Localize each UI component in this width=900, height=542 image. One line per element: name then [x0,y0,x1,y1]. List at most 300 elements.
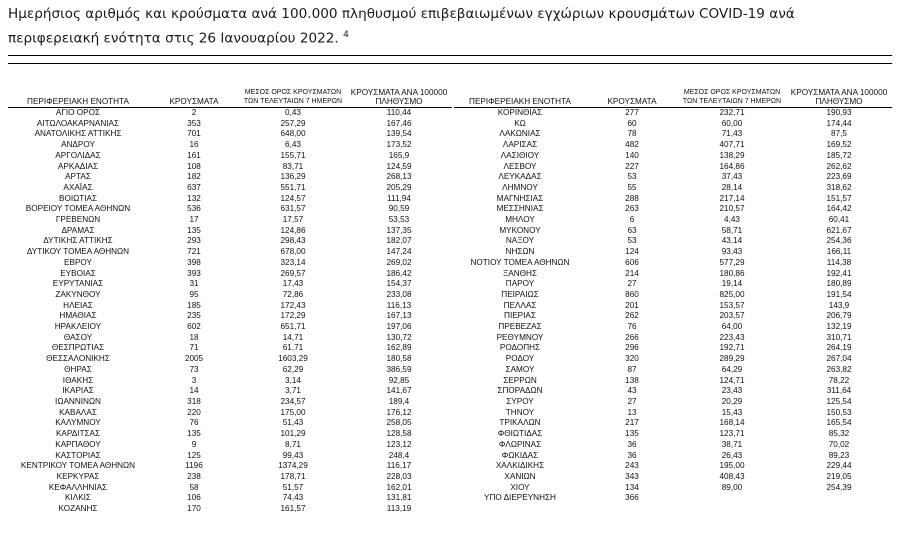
cell-avg7: 64,29 [721,364,743,374]
table-row [8,483,452,494]
cell-avg7: 269,57 [280,268,306,278]
cell-cases: 343 [625,471,639,481]
cell-avg7: 124,71 [719,375,745,385]
table-row [454,162,892,173]
cell-unit: ΣΥΡΟΥ [506,396,534,406]
table-row [454,226,892,237]
cell-cases: 398 [187,257,201,267]
table-row [454,119,892,130]
cell-per100k: 116,17 [386,461,412,471]
cell-cases: 393 [187,268,201,278]
cell-cases: 124 [625,247,639,257]
table-row [8,504,452,515]
table-row [454,440,892,451]
cell-per100k: 123,12 [386,439,412,449]
table-row [8,461,452,472]
cell-cases: 217 [625,418,639,428]
cell-per100k: 150,53 [826,407,852,417]
cell-avg7: 172,43 [280,300,306,310]
cell-cases: 27 [627,396,637,406]
cell-unit: ΔΥΤΙΚΗΣ ΑΤΤΙΚΗΣ [43,236,113,246]
cell-avg7: 20,29 [721,396,743,406]
cell-unit: ΑΙΤΩΛΟΑΚΑΡΝΑΝΙΑΣ [36,118,120,128]
cell-cases: 296 [625,343,639,353]
cell-unit: ΡΟΔΟΠΗΣ [499,343,541,353]
cell-per100k: 269,02 [386,257,412,267]
cell-unit: ΜΕΣΣΗΝΙΑΣ [496,204,544,214]
table-row [454,418,892,429]
cell-cases: 43 [627,386,637,396]
table-row [8,408,452,419]
cell-per100k: 621,67 [826,225,852,235]
cell-avg7: 4,43 [724,215,740,225]
cell-unit: ΧΑΝΙΩΝ [504,471,536,481]
table-row [454,386,892,397]
cell-cases: 266 [625,332,639,342]
cell-unit: ΗΜΑΘΙΑΣ [59,311,97,321]
cell-per100k: 151,57 [826,193,852,203]
cell-per100k [786,493,892,504]
cell-cases: 185 [187,300,201,310]
cell-unit: ΙΩΑΝΝΙΝΩΝ [55,396,101,406]
cell-unit: ΣΑΜΟΥ [505,364,535,374]
table-row [8,343,452,354]
cell-unit: ΚΕΦΑΛΛΗΝΙΑΣ [48,482,108,492]
cell-unit: ΘΕΣΠΡΩΤΙΑΣ [51,343,105,353]
cell-avg7: 124,57 [280,193,306,203]
cell-per100k: 176,12 [386,407,412,417]
header-cases: ΚΡΟΥΣΜΑΤΑ [607,97,657,106]
cell-per100k: 154,37 [386,279,412,289]
cell-cases: 482 [625,140,639,150]
cell-unit: ΛΑΚΩΝΙΑΣ [499,129,541,139]
cell-per100k: 132,19 [826,322,852,332]
cell-avg7: 195,00 [719,461,745,471]
cell-unit: ΤΡΙΚΑΛΩΝ [499,418,541,428]
cell-per100k: 85,32 [828,429,850,439]
cell-unit: ΣΠΟΡΑΔΩΝ [497,386,543,396]
cell-cases: 318 [187,396,201,406]
cell-avg7: 99,43 [282,450,304,460]
cell-cases: 53 [627,236,637,246]
cell-cases: 76 [189,418,199,428]
cell-cases: 606 [625,257,639,267]
cell-per100k: 139,54 [386,129,412,139]
cell-avg7 [678,493,786,504]
cell-per100k: 131,81 [386,493,412,503]
cell-unit: ΑΝΑΤΟΛΙΚΗΣ ΑΤΤΙΚΗΣ [34,129,122,139]
cell-per100k: 262,62 [826,161,852,171]
cell-avg7: 61,71 [282,343,304,353]
cell-cases: 135 [625,429,639,439]
cell-per100k: 206,79 [826,311,852,321]
cell-per100k: 180,58 [386,354,412,364]
cell-cases: 9 [191,439,197,449]
cell-cases: 293 [187,236,201,246]
cell-avg7: 136,29 [280,172,306,182]
left-table-body [8,108,452,515]
table-row [8,386,452,397]
table-row [8,451,452,462]
table-row [454,322,892,333]
cell-avg7: 58,71 [721,225,743,235]
cell-unit: ΠΕΛΛΑΣ [503,300,537,310]
table-row [8,290,452,301]
cell-unit: ΦΘΙΩΤΙΔΑΣ [497,429,543,439]
cell-unit: ΚΑΛΥΜΝΟΥ [55,418,101,428]
cell-per100k: 191,54 [826,289,852,299]
cell-per100k: 162,01 [386,482,412,492]
cell-per100k: 111,94 [387,193,411,203]
cell-unit: ΚΩ [514,118,526,128]
cell-cases: 277 [625,108,639,117]
cell-unit: ΛΑΡΙΣΑΣ [502,140,538,150]
table-row [454,247,892,258]
cell-unit: ΚΙΛΚΙΣ [64,493,91,503]
cell-unit: ΖΑΚΥΝΘΟΥ [55,289,101,299]
cell-avg7: 138,29 [719,150,745,160]
cell-avg7: 15,43 [721,407,743,417]
cell-cases: 2005 [184,354,204,364]
table-row [454,429,892,440]
cell-unit: ΑΝΔΡΟΥ [61,140,95,150]
cell-unit: ΝΑΞΟΥ [505,236,535,246]
cell-unit: ΦΛΩΡΙΝΑΣ [498,439,542,449]
table-row [8,354,452,365]
top-rule [8,55,892,56]
table-row [454,279,892,290]
cell-cases: 138 [625,375,639,385]
cell-per100k: 185,72 [826,150,852,160]
table-row [8,108,452,119]
cell-per100k: 258,05 [386,418,412,428]
cell-per100k: 186,42 [386,268,412,278]
cell-unit: ΛΕΥΚΑΔΑΣ [498,172,542,182]
cell-avg7: 14,71 [282,332,304,342]
cell-per100k: 53,53 [388,215,410,225]
header-per100k: ΚΡΟΥΣΜΑΤΑ ΑΝΑ 100000 ΠΛΗΘΥΣΜΟ [350,88,448,106]
cell-per100k: 310,71 [826,332,852,342]
cell-avg7: 64,00 [721,322,743,332]
cell-cases: 76 [627,322,637,332]
cell-cases: 106 [187,493,201,503]
cell-per100k: 141,67 [386,386,412,396]
cell-unit: ΡΟΔΟΥ [505,354,535,364]
cell-unit: ΦΩΚΙΔΑΣ [501,450,539,460]
cell-avg7: 101,29 [280,429,306,439]
cell-avg7: 203,57 [719,311,745,321]
cell-per100k: 89,23 [828,450,850,460]
cell-per100k: 311,64 [826,386,852,396]
cell-unit: ΙΘΑΚΗΣ [62,375,94,385]
cell-avg7: 155,71 [280,150,306,160]
cell-per100k: 130,72 [386,332,412,342]
cell-unit: ΑΧΑΪΑΣ [63,182,93,192]
cell-per100k: 318,62 [826,182,852,192]
table-row [454,129,892,140]
cell-cases: 238 [187,471,201,481]
cell-avg7: 323,14 [280,257,306,267]
cell-avg7: 17,43 [282,279,304,289]
cell-unit: ΠΙΕΡΙΑΣ [504,311,536,321]
cell-avg7: 648,00 [280,129,306,139]
cell-avg7: 23,43 [721,386,743,396]
cell-per100k: 173,52 [386,140,412,150]
cell-unit: ΕΥΒΟΙΑΣ [60,268,96,278]
cell-cases: 3 [191,375,197,385]
table-row [8,493,452,504]
cell-avg7: 43,14 [721,236,743,246]
cell-per100k: 110,44 [386,108,412,117]
cell-avg7: 8,71 [285,439,301,449]
table-row [454,365,892,376]
table-row [454,397,892,408]
cell-per100k: 143,9 [828,300,850,310]
cell-unit: ΚΑΣΤΟΡΙΑΣ [55,450,101,460]
cell-per100k: 189,4 [388,396,410,406]
cell-avg7: 6,43 [285,140,301,150]
cell-avg7: 1603,29 [278,354,308,364]
cell-per100k: 180,89 [826,279,852,289]
table-row [8,204,452,215]
cell-unit: ΝΗΣΩΝ [505,247,535,257]
table-row [454,472,892,483]
cell-cases: 135 [187,225,201,235]
cell-cases: 201 [625,300,639,310]
cell-avg7: 651,71 [280,322,306,332]
cell-unit: ΜΗΛΟΥ [505,215,535,225]
cell-unit: ΕΒΡΟΥ [64,257,92,267]
cell-per100k: 267,04 [826,354,852,364]
table-row [454,354,892,365]
cell-avg7: 161,57 [280,504,306,514]
right-table-body [454,108,892,505]
cell-per100k: 162,89 [386,343,412,353]
cell-per100k: 386,59 [386,364,412,374]
table-row [8,376,452,387]
cell-unit: ΗΡΑΚΛΕΙΟΥ [54,322,102,332]
cell-unit: ΒΟΙΩΤΙΑΣ [58,193,98,203]
cell-avg7: 28,14 [721,182,743,192]
cell-avg7: 192,71 [719,343,745,353]
table-row [8,247,452,258]
cell-per100k: 167,13 [386,311,412,321]
table-row [8,322,452,333]
cell-cases: 55 [627,182,637,192]
cell-avg7: 93,43 [721,247,743,257]
cell-per100k: 87,5 [831,129,847,139]
cell-avg7: 26,43 [721,450,743,460]
cell-avg7: 577,29 [719,257,745,267]
cell-cases: 14 [189,386,199,396]
cell-per100k: 166,11 [826,247,852,257]
cell-cases: 95 [189,289,199,299]
cell-cases: 78 [627,129,637,139]
table-row [454,215,892,226]
cell-unit: ΛΗΜΝΟΥ [502,182,538,192]
cell-cases: 6 [629,215,635,225]
table-row [8,440,452,451]
cell-cases: 135 [187,429,201,439]
header-avg7: ΜΕΣΟΣ ΟΡΟΣ ΚΡΟΥΣΜΑΤΩΝ ΤΩΝ ΤΕΛΕΥΤΑΙΩΝ 7 ΗΜΕΡΩΝ [682,89,782,105]
cell-per100k: 254,36 [826,236,852,246]
cell-cases: 214 [625,268,639,278]
table-row [8,311,452,322]
cell-avg7: 153,57 [719,300,745,310]
table-row [8,429,452,440]
cell-unit: ΔΡΑΜΑΣ [61,225,95,235]
title-text: Ημερήσιος αριθμός και κρούσματα ανά 100.000 πληθυσμού επιβεβαιωμένων εγχώριων κρουσμάτων COVID-19 ανά περιφερειακή ενότητα στις 26 Ιανουαρίου 2022. [8,6,795,47]
cell-unit: ΚΑΒΑΛΑΣ [59,407,97,417]
cell-unit: ΘΕΣΣΑΛΟΝΙΚΗΣ [46,354,110,364]
cell-cases: 288 [625,193,639,203]
cell-per100k: 223,69 [826,172,852,182]
cell-unit: ΘΗΡΑΣ [64,364,92,374]
cell-cases: 235 [187,311,201,321]
cell-unit: ΛΕΣΒΟΥ [503,161,537,171]
cell-cases: 63 [627,225,637,235]
cell-per100k: 128,58 [386,429,412,439]
cell-avg7: 123,71 [719,429,745,439]
table-row [454,333,892,344]
cell-avg7: 257,29 [280,118,306,128]
cell-avg7: 551,71 [280,182,306,192]
cell-cases: 53 [627,172,637,182]
header-cases: ΚΡΟΥΣΜΑΤΑ [169,97,219,106]
cell-cases: 170 [187,504,201,514]
cell-unit: ΣΕΡΡΩΝ [503,375,537,385]
cell-avg7: 678,00 [280,247,306,257]
table-row [454,183,892,194]
cell-per100k: 190,93 [826,108,852,117]
table-row [454,290,892,301]
table-row [454,236,892,247]
table-row [8,258,452,269]
cell-unit: ΚΑΡΠΑΘΟΥ [55,439,101,449]
cell-unit: ΓΡΕΒΕΝΩΝ [55,215,101,225]
cell-per100k: 165,9 [388,150,410,160]
right-table [454,64,892,504]
cell-cases: 87 [627,364,637,374]
cell-per100k: 268,13 [386,172,412,182]
cell-unit: ΑΡΤΑΣ [65,172,91,182]
cell-avg7: 289,29 [719,354,745,364]
table-row [8,301,452,312]
cell-cases: 536 [187,204,201,214]
cell-unit: ΕΥΡΥΤΑΝΙΑΣ [52,279,104,289]
cell-avg7: 223,43 [719,332,745,342]
cell-avg7: 408,43 [719,471,745,481]
cell-per100k: 78,22 [828,375,850,385]
cell-per100k: 263,82 [826,364,852,374]
cell-cases: 36 [627,439,637,449]
cell-unit: ΧΑΛΚΙΔΙΚΗΣ [495,461,545,471]
cell-cases: 161 [187,150,201,160]
cell-cases: 860 [625,289,639,299]
cell-cases: 132 [187,193,201,203]
table-header-row [8,64,452,108]
table-row [8,129,452,140]
cell-per100k: 147,24 [386,247,412,257]
footnote-mark: 4 [343,30,349,40]
cell-per100k: 264,19 [826,343,852,353]
cell-avg7: 298,43 [280,236,306,246]
cell-avg7: 51,57 [282,482,304,492]
table-row [8,333,452,344]
cell-unit: ΔΥΤΙΚΟΥ ΤΟΜΕΑ ΑΘΗΝΩΝ [26,247,130,257]
header-per100k: ΚΡΟΥΣΜΑΤΑ ΑΝΑ 100000 ΠΛΗΘΥΣΜΟ [790,88,888,106]
cell-per100k: 70,02 [828,439,850,449]
table-row [454,108,892,119]
cell-per100k: 165,54 [826,418,852,428]
table-row [454,151,892,162]
cell-unit: ΚΟΡΙΝΘΙΑΣ [497,108,543,117]
cell-per100k: 113,19 [386,504,412,514]
cell-cases: 31 [189,279,199,289]
cell-unit: ΠΑΡΟΥ [505,279,535,289]
table-row [8,151,452,162]
cell-cases: 243 [625,461,639,471]
table-row [8,365,452,376]
cell-unit: ΠΕΙΡΑΙΩΣ [501,289,539,299]
cell-avg7: 71,43 [721,129,743,139]
table-row [454,258,892,269]
cell-avg7: 38,71 [721,439,743,449]
table-row [454,493,892,504]
cell-avg7: 89,00 [721,482,743,492]
table-row [454,408,892,419]
cell-cases: 13 [627,407,637,417]
cell-avg7: 1374,29 [278,461,308,471]
cell-unit: ΠΡΕΒΕΖΑΣ [498,322,542,332]
cell-cases: 60 [627,118,637,128]
cell-avg7: 19,14 [721,279,743,289]
cell-cases: 637 [187,182,201,192]
cell-cases: 721 [187,247,201,257]
cell-cases: 320 [625,354,639,364]
cell-avg7: 168,14 [719,418,745,428]
cell-unit: ΤΗΝΟΥ [505,407,535,417]
cell-per100k: 205,29 [386,182,412,192]
table-row [8,162,452,173]
cell-avg7: 234,57 [280,396,306,406]
cell-unit: ΚΕΡΚΥΡΑΣ [56,471,100,481]
cell-unit: ΒΟΡΕΙΟΥ ΤΟΜΕΑ ΑΘΗΝΩΝ [25,204,131,214]
cell-avg7: 175,00 [280,407,306,417]
cell-per100k: 248,4 [388,450,410,460]
table-header-row [454,64,892,108]
cell-avg7: 631,57 [280,204,306,214]
cell-per100k: 114,38 [826,257,852,267]
cell-cases: 263 [625,204,639,214]
header-unit: ΠΕΡΙΦΕΡΕΙΑΚΗ ΕΝΟΤΗΤΑ [27,97,129,106]
table-row [8,236,452,247]
cell-avg7: 83,71 [282,161,304,171]
cell-avg7: 164,86 [719,161,745,171]
cell-per100k: 197,06 [386,322,412,332]
cell-avg7: 17,57 [282,215,304,225]
cell-cases: 220 [187,407,201,417]
cell-unit: ΘΑΣΟΥ [63,332,93,342]
cell-avg7: 60,00 [721,118,743,128]
table-row [454,140,892,151]
cell-cases: 2 [191,108,197,117]
cell-avg7: 180,86 [719,268,745,278]
cell-per100k: 164,42 [826,204,852,214]
table-row [8,194,452,205]
cell-per100k: 228,03 [386,471,412,481]
table-row [8,279,452,290]
